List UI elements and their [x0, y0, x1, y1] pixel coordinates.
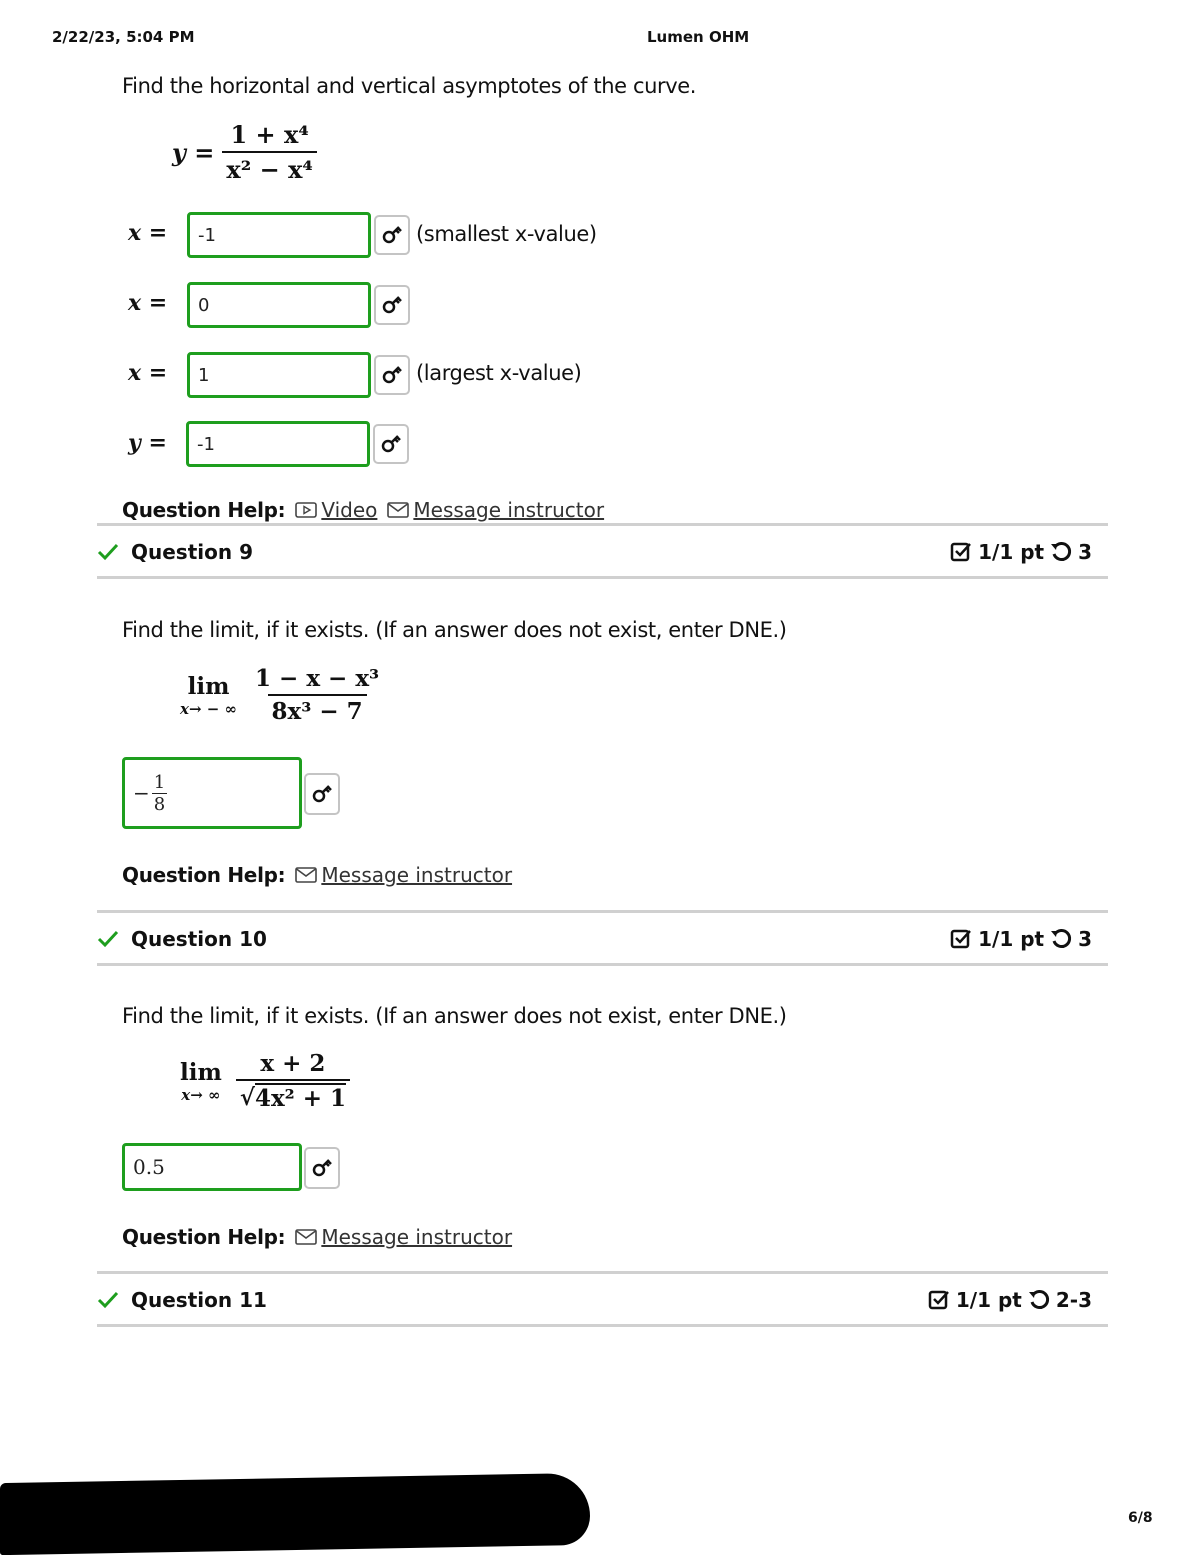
- limit-operator: [180, 673, 237, 718]
- envelope-icon: [295, 1229, 317, 1245]
- question-help-label: Question Help:: [122, 1225, 286, 1249]
- question-9-score: [950, 540, 1092, 564]
- answer-2-label: x =: [128, 290, 168, 316]
- answer-2-input[interactable]: 0: [187, 282, 371, 328]
- answer-numerator: 1: [153, 771, 166, 793]
- answer-2-key-button[interactable]: [374, 285, 410, 325]
- answer-1-key-button[interactable]: [374, 215, 410, 255]
- question-10-prompt: Find the limit, if it exists. (If an answer does not exist, enter DNE.): [122, 1004, 787, 1028]
- message-instructor-link[interactable]: [295, 863, 512, 887]
- answer-4-key-button[interactable]: [373, 424, 409, 464]
- answer-1-hint: (smallest x-value): [416, 222, 597, 246]
- answer-3-key-button[interactable]: [374, 355, 410, 395]
- divider: [97, 523, 1108, 526]
- message-instructor-label: Message instructor: [321, 1225, 513, 1249]
- question-11-score: [928, 1288, 1092, 1312]
- attempts-value: 3: [1078, 540, 1092, 564]
- print-page-number: 6/8: [1128, 1510, 1153, 1526]
- limit-denominator: [236, 1079, 350, 1112]
- question-8-help: [122, 498, 604, 522]
- print-site-title: Lumen OHM: [647, 28, 750, 46]
- key-icon: [311, 783, 333, 805]
- question-10-answer-input[interactable]: 0.5: [122, 1143, 302, 1191]
- score-check-icon: [950, 928, 972, 950]
- limit-operator: [180, 1059, 222, 1104]
- sqrt-symbol: √: [239, 1084, 255, 1111]
- divider: [97, 963, 1108, 966]
- retry-icon: [1028, 1289, 1050, 1311]
- video-icon: [295, 502, 317, 518]
- question-8-prompt: Find the horizontal and vertical asymptotes of the curve.: [122, 74, 697, 98]
- equation-denominator: x² − x⁴: [222, 151, 316, 184]
- key-icon: [381, 364, 403, 386]
- correct-checkmark-icon: [97, 543, 119, 561]
- score-check-icon: [928, 1289, 950, 1311]
- question-10-key-button[interactable]: [304, 1147, 340, 1189]
- answer-4-input[interactable]: -1: [186, 421, 370, 467]
- key-icon: [380, 433, 402, 455]
- retry-icon: [1050, 928, 1072, 950]
- question-10-help: [122, 1225, 512, 1249]
- question-9-key-button[interactable]: [304, 773, 340, 815]
- video-link-label: Video: [321, 498, 378, 522]
- limit-denominator: 8x³ − 7: [268, 694, 367, 725]
- attempts-value: 3: [1078, 927, 1092, 951]
- answer-3-label: x =: [128, 360, 168, 386]
- question-9-help: [122, 863, 512, 887]
- message-instructor-label: Message instructor: [321, 863, 513, 887]
- question-10-title: Question 10: [131, 927, 267, 951]
- video-link[interactable]: [295, 498, 377, 522]
- equation-fraction: [222, 120, 316, 184]
- envelope-icon: [295, 867, 317, 883]
- divider: [97, 1271, 1108, 1274]
- answer-fraction: [152, 772, 167, 815]
- divider: [97, 576, 1108, 579]
- answer-sign: −: [133, 781, 150, 805]
- limit-subscript: x→ − ∞: [180, 699, 238, 718]
- limit-fraction: [236, 1050, 350, 1112]
- retry-icon: [1050, 541, 1072, 563]
- limit-lim: lim: [180, 1058, 222, 1086]
- question-8-equation: [172, 120, 317, 184]
- redaction-mark: [0, 1473, 590, 1555]
- attempts-value: 2-3: [1055, 1288, 1092, 1312]
- divider: [97, 910, 1108, 913]
- limit-lim: lim: [187, 672, 230, 700]
- limit-numerator: 1 − x − x³: [255, 665, 380, 692]
- sqrt-radicand: 4x² + 1: [254, 1085, 347, 1112]
- question-11-header: [97, 1282, 1108, 1318]
- divider: [97, 1324, 1108, 1327]
- key-icon: [381, 294, 403, 316]
- question-9-limit-expression: [180, 665, 383, 725]
- limit-subscript: x→ ∞: [181, 1085, 221, 1104]
- question-11-title: Question 11: [131, 1288, 267, 1312]
- score-value: 1/1 pt: [955, 1288, 1022, 1312]
- key-icon: [381, 224, 403, 246]
- limit-numerator: x + 2: [260, 1050, 326, 1077]
- score-value: 1/1 pt: [978, 540, 1045, 564]
- correct-checkmark-icon: [97, 1291, 119, 1309]
- answer-3-hint: (largest x-value): [416, 361, 582, 385]
- print-datetime: 2/22/23, 5:04 PM: [52, 28, 195, 46]
- question-10-score: [950, 927, 1092, 951]
- answer-4-label: y =: [128, 430, 167, 456]
- message-instructor-label: Message instructor: [413, 498, 605, 522]
- question-9-answer-input[interactable]: [122, 757, 302, 829]
- envelope-icon: [387, 502, 409, 518]
- message-instructor-link[interactable]: [387, 498, 604, 522]
- question-help-label: Question Help:: [122, 498, 286, 522]
- question-10-header: [97, 921, 1108, 957]
- answer-3-input[interactable]: 1: [187, 352, 371, 398]
- correct-checkmark-icon: [97, 930, 119, 948]
- question-9-header: [97, 534, 1108, 570]
- question-10-limit-expression: [180, 1050, 350, 1112]
- answer-1-input[interactable]: -1: [187, 212, 371, 258]
- question-help-label: Question Help:: [122, 863, 286, 887]
- equation-numerator: 1 + x⁴: [230, 120, 309, 149]
- answer-denominator: 8: [153, 793, 166, 815]
- score-value: 1/1 pt: [978, 927, 1045, 951]
- message-instructor-link[interactable]: [295, 1225, 512, 1249]
- score-check-icon: [950, 541, 972, 563]
- limit-fraction: [251, 665, 383, 725]
- question-9-title: Question 9: [131, 540, 253, 564]
- key-icon: [311, 1157, 333, 1179]
- equation-lhs: y =: [172, 137, 215, 167]
- question-9-prompt: Find the limit, if it exists. (If an answer does not exist, enter DNE.): [122, 618, 787, 642]
- answer-1-label: x =: [128, 220, 168, 246]
